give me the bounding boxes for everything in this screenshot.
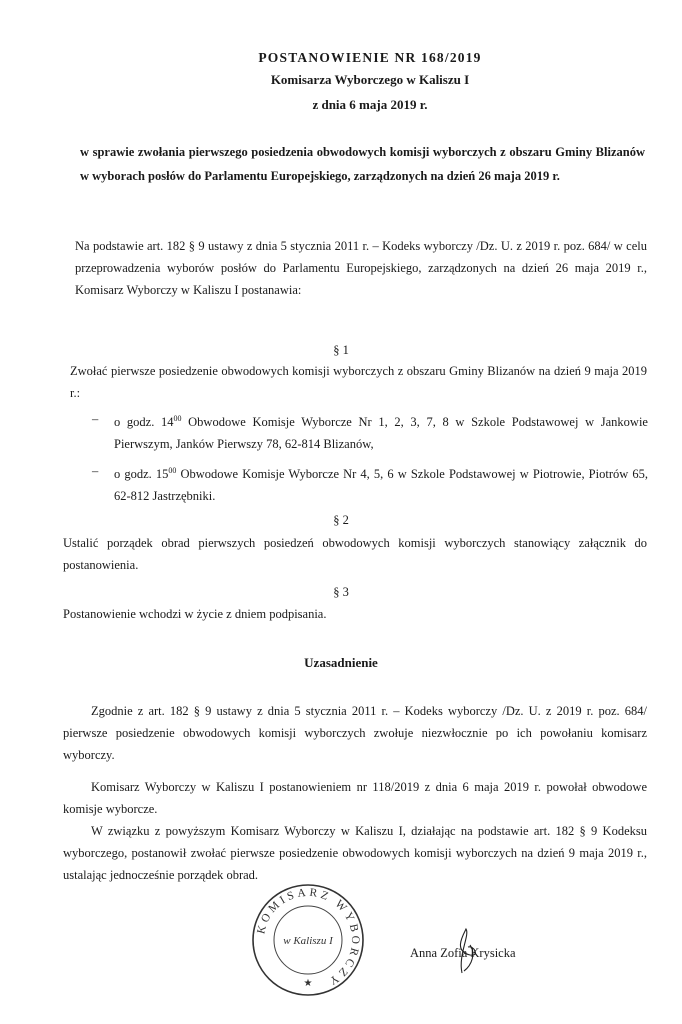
bullet-item-2 [92, 460, 648, 504]
signatory-name: Anna Zofia Krysicka [410, 946, 516, 960]
document-subject: w sprawie zwołania pierwszego posiedzenia obwodowych komisji wyborczych z obszaru Gminy Blizanów w wyborach posłów do Parlamentu Europejskiego, zarządzonych na dzień 26 maja 2019 r. [80, 145, 645, 183]
document-title: POSTANOWIENIE NR 168/2019 [258, 50, 482, 65]
justification-paragraph-3: W związku z powyższym Komisarz Wyborczy w Kaliszu I, działając na podstawie art. 182 § 9 Kodeksu wyborczego, postanowił zwołać pierwsze posiedzenie obwodowych komisji wyborczych na dzień 9 maja 2019 r., ustalając jednocześnie porządek obrad. [63, 824, 647, 882]
bullet-item-1 [92, 408, 648, 452]
bullet-dash: – [92, 412, 99, 426]
justification-heading: Uzasadnienie [304, 655, 378, 670]
justification-paragraph-2: Komisarz Wyborczy w Kaliszu I postanowieniem nr 118/2019 z dnia 6 maja 2019 r. powołał obwodowe komisje wyborcze. [63, 780, 647, 816]
official-stamp [250, 882, 366, 998]
document-date: z dnia 6 maja 2019 r. [312, 97, 428, 112]
bullet-dash: – [92, 464, 99, 478]
section-3-text: Postanowienie wchodzi w życie z dniem podpisania. [63, 607, 327, 621]
section-3-label: § 3 [333, 585, 349, 599]
stamp-center-text: w Kaliszu I [283, 935, 333, 947]
stamp-ring-text: KOMISARZ WYBORCZY [255, 886, 362, 989]
document-issuer: Komisarza Wyborczego w Kaliszu I [270, 72, 470, 87]
section-2-text: Ustalić porządek obrad pierwszych posiedzeń obwodowych komisji wyborczych stanowiący załącznik do postanowienia. [63, 536, 647, 572]
bullet-text: o godz. $15^{00}$ Obwodowe Komisje Wyborcze Nr 4, 5, 6 w Szkole Podstawowej w Piotrowie, Piotrów 65, 62-812 Jastrzębniki. [114, 466, 648, 503]
preamble-paragraph: Na podstawie art. 182 § 9 ustawy z dnia 5 stycznia 2011 r. – Kodeks wyborczy /Dz. U. z 2019 r. poz. 684/ w celu przeprowadzenia wyborów posłów do Parlamentu Europejskiego, zarządzonych na dzień 26 maja 2019 r., Komisarz Wyborczy w Kaliszu I postanawia: [75, 239, 647, 297]
justification-paragraph-1: Zgodnie z art. 182 § 9 ustawy z dnia 5 stycznia 2011 r. – Kodeks wyborczy /Dz. U. z 2019 r. poz. 684/ pierwsze posiedzenie obwodowych komisji wyborczych zwołuje niezwłocznie po ich powołaniu komisarz wyborczy. [63, 704, 647, 762]
section-2-label: § 2 [333, 513, 349, 527]
section-1-label: § 1 [333, 343, 349, 357]
bullet-text: o godz. $14^{00}$ Obwodowe Komisje Wyborcze Nr 1, 2, 3, 7, 8 w Szkole Podstawowej w Jankowie Pierwszym, Janków Pierwszy 78, 62-814 Blizanów, [114, 414, 648, 451]
section-1-text: Zwołać pierwsze posiedzenie obwodowych komisji wyborczych z obszaru Gminy Blizanów na dzień 9 maja 2019 r.: [70, 364, 647, 400]
star-icon: ★ [303, 978, 313, 989]
